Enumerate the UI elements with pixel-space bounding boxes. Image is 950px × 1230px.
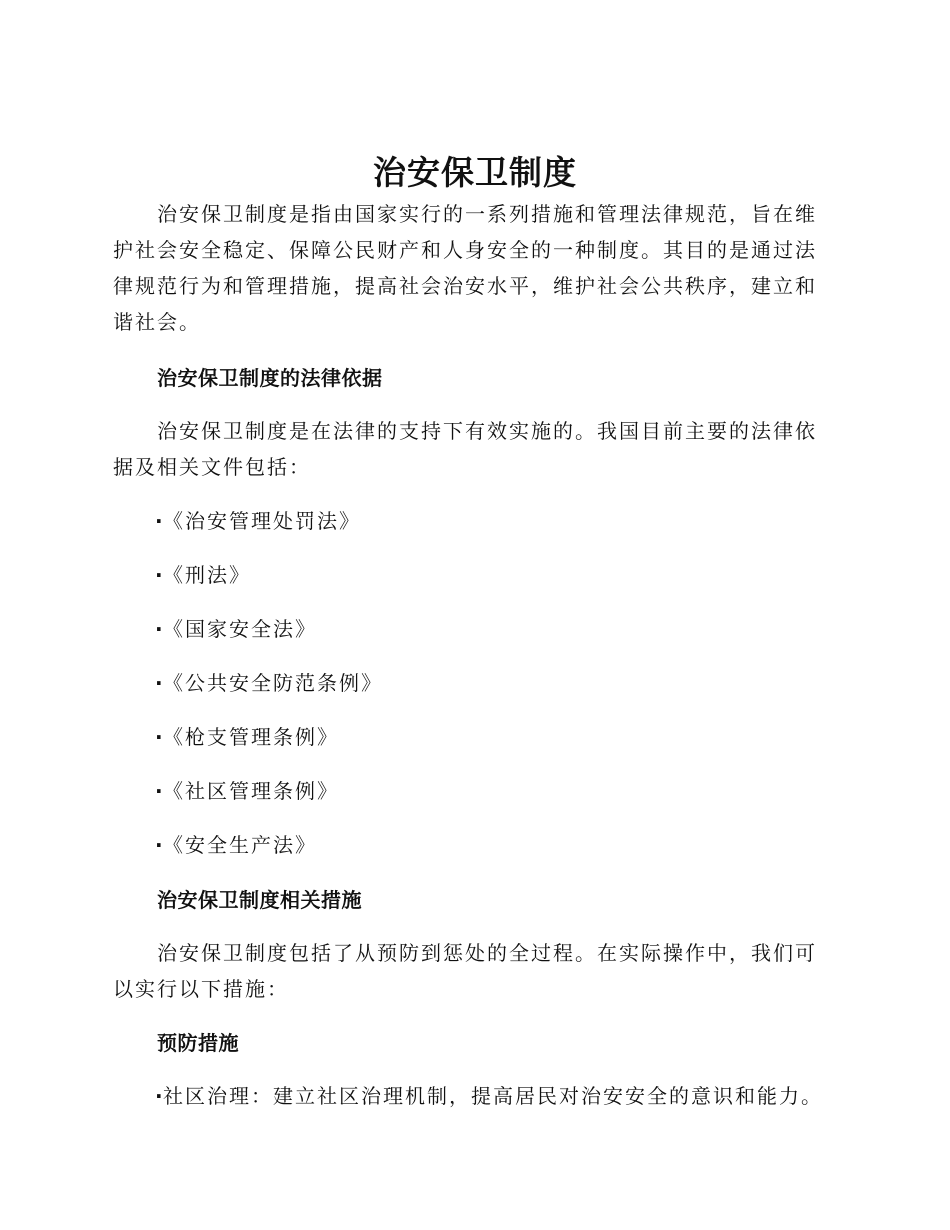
intro-paragraph: 治安保卫制度是指由国家实行的一系列措施和管理法律规范，旨在维护社会安全稳定、保障公民财产和人身安全的一种制度。其目的是通过法律规范行为和管理措施，提高社会治安水平，维护社会公共秩序，建立和谐社会。 [113,202,817,334]
subheading-prevention: 预防措施 [157,1031,239,1055]
law-name: 《刑法》 [163,563,251,587]
list-item [155,830,317,860]
law-name: 《安全生产法》 [163,833,317,857]
law-name: 《枪支管理条例》 [163,725,339,749]
list-item [155,506,361,536]
list-item [155,614,317,644]
bullet-icon: · [155,563,165,587]
document-title: 治安保卫制度 [373,153,577,192]
list-item [155,560,251,590]
bullet-icon: · [155,725,165,749]
law-name: 《国家安全法》 [163,617,317,641]
bullet-icon: · [155,833,165,857]
section-heading-legal-basis: 治安保卫制度的法律依据 [157,366,383,390]
list-item [155,722,339,752]
bullet-icon: · [155,671,165,695]
list-item [155,776,339,806]
bullet-icon: · [155,509,165,533]
law-name: 《社区管理条例》 [163,779,339,803]
measures-paragraph: 治安保卫制度包括了从预防到惩处的全过程。在实际操作中，我们可以实行以下措施： [113,941,817,1001]
bullet-icon: · [155,1084,165,1108]
bullet-icon: · [155,617,165,641]
legal-basis-paragraph: 治安保卫制度是在法律的支持下有效实施的。我国目前主要的法律依据及相关文件包括： [113,419,817,479]
list-item [155,1081,823,1111]
section-heading-measures: 治安保卫制度相关措施 [157,888,362,912]
list-item [155,668,383,698]
bullet-icon: · [155,779,165,803]
measure-text: 社区治理：建立社区治理机制，提高居民对治安安全的意识和能力。 [163,1084,823,1108]
law-name: 《治安管理处罚法》 [163,509,361,533]
law-name: 《公共安全防范条例》 [163,671,383,695]
